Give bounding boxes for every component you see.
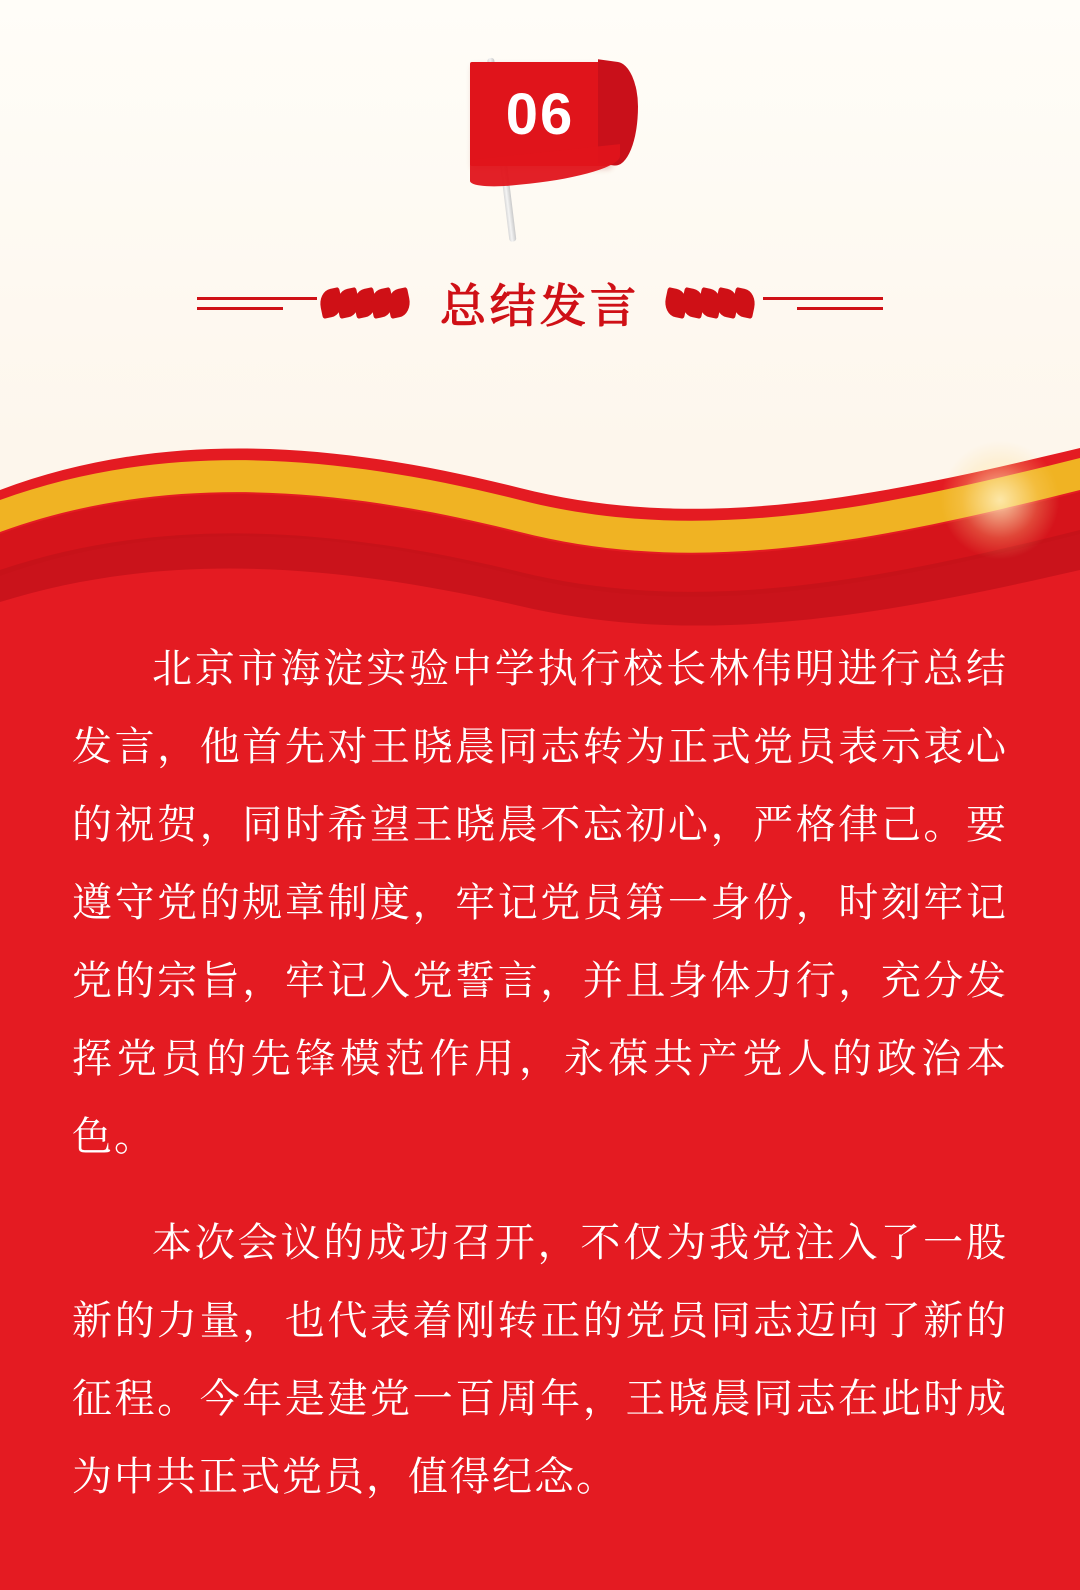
article-body	[72, 630, 1008, 1516]
paragraph-2: 本次会议的成功召开，不仅为我党注入了一股新的力量，也代表着刚转正的党员同志迈向了新的征程。今年是建党一百周年，王晓晨同志在此时成为中共正式党员，值得纪念。	[72, 1221, 1008, 1499]
bottom-fade-overlay	[0, 1520, 1080, 1590]
page-title: 总结发言	[440, 280, 640, 332]
section-number-flag	[0, 40, 1080, 230]
article-red-panel	[0, 430, 1080, 1590]
paragraph-1: 北京市海淀实验中学执行校长林伟明进行总结发言，他首先对王晓晨同志转为正式党员表示衷心的祝贺，同时希望王晓晨不忘初心，严格律己。要遵守党的规章制度，牢记党员第一身份，时刻牢记党的宗旨，牢记入党誓言，并且身体力行，充分发挥党员的先锋模范作用，永葆共产党人的政治本色。	[72, 647, 1008, 1159]
wheat-ornament-right-icon	[662, 289, 883, 317]
section-title-row	[0, 258, 1080, 348]
section-number: 06	[505, 81, 575, 147]
wheat-ornament-left-icon	[197, 289, 418, 317]
red-wave-divider-icon	[0, 430, 1080, 660]
